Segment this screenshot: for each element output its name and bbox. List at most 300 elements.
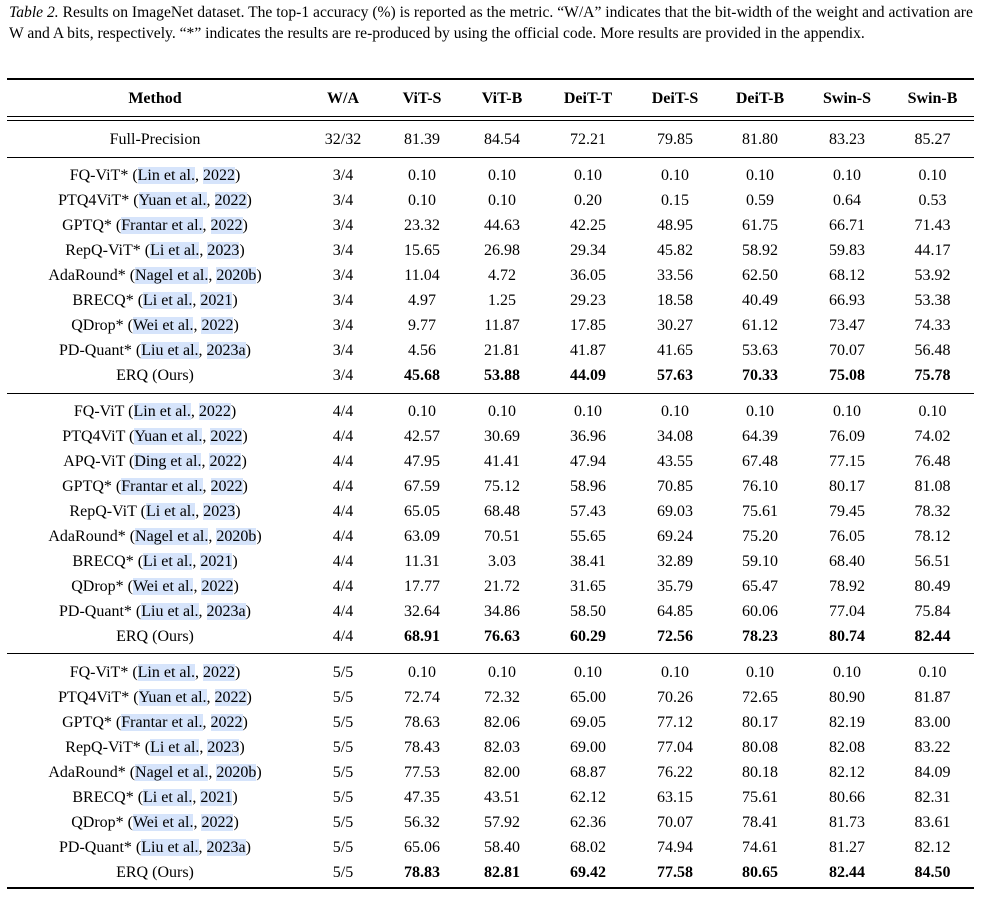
citation-comma: , [198,342,207,359]
method-cell [7,685,303,710]
value-cell: 42.25 [570,217,606,234]
value-cell: 62.50 [742,267,778,284]
method-cell [7,238,303,263]
value-cell: 82.31 [914,789,951,806]
value-cell: 34.86 [484,603,520,620]
citation-paren: ) [234,167,241,184]
value-cell: 78.63 [404,714,440,731]
value-cell: 43.51 [484,789,520,806]
method-name: QDrop* [71,814,124,831]
table-row [7,599,974,624]
value-cell: 81.80 [742,131,778,148]
value-cell: 77.53 [404,764,440,781]
citation-comma: , [194,664,203,681]
citation-paren: ( [125,453,135,470]
bitwidth-cell: 4/4 [332,603,354,620]
value-cell: 66.93 [829,292,865,309]
bitwidth-cell: 4/4 [332,503,354,520]
method-cell [7,785,303,810]
citation-year-link[interactable]: 2022 [202,664,235,681]
value-cell: 53.38 [914,292,951,309]
method-name: RepQ-ViT* [65,739,141,756]
value-cell: 18.58 [657,292,693,309]
value-cell: 82.12 [829,764,865,781]
citation-author-link[interactable]: Yuan et al. [138,689,207,706]
value-cell: 33.56 [657,267,693,284]
table-row [7,785,974,810]
value-cell: 67.59 [404,478,440,495]
table-row [7,288,974,313]
table-row [7,263,974,288]
bitwidth-cell: 3/4 [332,342,354,359]
citation-author-link[interactable]: Liu et al. [141,342,199,359]
method-name: APQ-ViT [63,453,126,470]
value-cell: 9.77 [408,317,436,334]
method-cell [7,424,303,449]
column-header: Swin-S [822,90,872,107]
top-rule [7,78,974,80]
citation-paren: ) [256,764,262,781]
value-cell: 74.61 [742,839,778,856]
value-cell: 0.59 [746,192,774,209]
value-cell: 78.23 [742,628,778,645]
citation-year-link[interactable]: 2023 [207,739,240,756]
bitwidth-cell: 5/5 [332,764,354,781]
value-cell: 0.53 [918,192,947,209]
citation-year-link[interactable]: 2021 [200,553,233,570]
value-cell: 56.32 [404,814,440,831]
value-cell: 0.10 [488,664,516,681]
value-cell: 38.41 [570,553,606,570]
value-cell: 65.06 [404,839,440,856]
value-cell: 81.08 [914,478,951,495]
method-name: PTQ4ViT [62,428,126,445]
citation-author-link[interactable]: Nagel et al. [135,764,209,781]
table-row [7,835,974,860]
citation-comma: , [202,217,211,234]
value-cell: 44.63 [484,217,520,234]
value-cell: 57.63 [657,367,693,384]
value-cell: 82.19 [829,714,865,731]
citation-author-link[interactable]: Lin et al. [133,403,191,420]
citation-author-link[interactable]: Li et al. [143,553,193,570]
citation-author-link[interactable]: Yuan et al. [134,428,203,445]
method-name: GPTQ* [62,217,112,234]
citation-year-link[interactable]: 2021 [200,789,233,806]
method-name: PD-Quant* [59,342,132,359]
bitwidth-cell: 4/4 [332,403,354,420]
method-name: QDrop* [71,578,124,595]
value-cell: 69.03 [657,503,693,520]
value-cell: 76.10 [742,478,778,495]
citation-author-link[interactable]: Frantar et al. [121,217,203,234]
value-cell: 26.98 [484,242,520,259]
citation-year-link[interactable]: 2021 [200,292,233,309]
bitwidth-cell: 5/5 [332,814,354,831]
table-row [7,760,974,785]
value-cell: 61.12 [742,317,778,334]
citation-year-link[interactable]: 2020b [216,528,257,545]
citation-author-link[interactable]: Wei et al. [132,317,194,334]
value-cell: 58.92 [742,242,778,259]
value-cell: 0.10 [833,403,861,420]
value-cell: 77.04 [657,739,693,756]
citation-paren: ( [123,578,133,595]
value-cell: 78.12 [914,528,951,545]
bottom-rule [7,887,974,889]
citation-year-link[interactable]: 2023 [207,242,240,259]
citation-year-link[interactable]: 2022 [210,217,243,234]
value-cell: 81.27 [829,839,865,856]
citation-comma: , [206,689,215,706]
citation-author-link[interactable]: Nagel et al. [135,267,209,284]
method-cell [7,735,303,760]
method-cell [7,213,303,238]
value-cell: 63.15 [657,789,693,806]
citation-year-link[interactable]: 2020b [216,764,257,781]
citation-comma: , [199,739,208,756]
bitwidth-cell: 3/4 [332,267,354,284]
value-cell: 74.94 [657,839,693,856]
value-cell: 0.64 [833,192,861,209]
citation-year-link[interactable]: 2023a [206,342,246,359]
bitwidth-cell: 5/5 [332,664,354,681]
method-name: BRECQ* [72,292,134,309]
value-cell: 76.05 [829,528,865,545]
value-cell: 72.65 [742,689,778,706]
value-cell: 78.32 [914,503,951,520]
citation-author-link[interactable]: Frantar et al. [121,714,203,731]
citation-year-link[interactable]: 2022 [214,689,247,706]
column-header: ViT-S [402,90,442,107]
citation-paren: ( [123,814,133,831]
method-name: ERQ (Ours) [116,628,194,645]
citation-author-link[interactable]: Li et al. [145,503,196,520]
value-cell: 0.10 [408,664,436,681]
citation-comma: , [192,789,201,806]
value-cell: 78.41 [742,814,778,831]
citation-author-link[interactable]: Ding et al. [134,453,202,470]
value-cell: 44.09 [570,367,606,384]
value-cell: 58.96 [570,478,606,495]
value-cell: 3.03 [488,553,516,570]
value-cell: 55.65 [570,528,606,545]
group-divider [7,393,974,394]
value-cell: 31.65 [570,578,606,595]
method-cell [7,660,303,685]
value-cell: 83.23 [829,131,865,148]
value-cell: 75.61 [742,789,778,806]
value-cell: 47.35 [404,789,440,806]
value-cell: 80.17 [742,714,778,731]
citation-year-link[interactable]: 2022 [209,453,242,470]
value-cell: 56.48 [914,342,951,359]
method-name: AdaRound* [48,267,126,284]
value-cell: 0.10 [833,664,861,681]
citation-paren: ) [232,553,238,570]
value-cell: 65.00 [570,689,606,706]
value-cell: 45.68 [404,367,440,384]
value-cell: 35.79 [657,578,693,595]
citation-paren: ( [128,664,138,681]
citation-paren: ( [133,553,144,570]
value-cell: 32.89 [657,553,693,570]
citation-paren: ( [123,317,133,334]
citation-year-link[interactable]: 2022 [202,167,235,184]
value-cell: 61.75 [742,217,778,234]
citation-author-link[interactable]: Yuan et al. [138,192,207,209]
citation-author-link[interactable]: Wei et al. [132,578,194,595]
caption-text: Results on ImageNet dataset. The top-1 accuracy (%) is reported as the metric. “W/A” indicates that the bit-width of the weight and activation are W and A bits, respectively. “*” indicates the results are re-produced by using the official code. More results are provided in the appendix. [9,4,973,42]
citation-year-link[interactable]: 2022 [201,814,234,831]
value-cell: 41.87 [570,342,606,359]
header-row [7,86,974,111]
value-cell: 0.15 [661,192,689,209]
table-row [7,860,974,885]
value-cell: 36.96 [570,428,606,445]
citation-paren: ) [242,478,248,495]
citation-paren: ( [129,689,139,706]
value-cell: 83.00 [914,714,951,731]
citation-paren: ) [239,739,245,756]
value-cell: 75.78 [914,367,951,384]
value-cell: 77.04 [829,603,865,620]
citation-author-link[interactable]: Li et al. [143,789,193,806]
method-cell [7,760,303,785]
full-precision-row [7,127,974,152]
citation-paren: ) [256,267,262,284]
citation-author-link[interactable]: Liu et al. [141,603,199,620]
value-cell: 0.10 [918,167,947,184]
method-name: PD-Quant* [59,839,132,856]
citation-paren: ( [111,714,122,731]
citation-comma: , [208,764,217,781]
bitwidth-cell: 3/4 [332,367,354,384]
value-cell: 82.08 [829,739,865,756]
method-name: PTQ4ViT* [58,689,130,706]
value-cell: 72.32 [484,689,520,706]
citation-comma: , [208,528,217,545]
citation-comma: , [195,503,204,520]
citation-year-link[interactable]: 2023a [206,603,246,620]
value-cell: 0.10 [408,167,436,184]
value-cell: 0.10 [746,664,774,681]
method-name: FQ-ViT [73,403,125,420]
value-cell: 43.55 [657,453,693,470]
citation-author-link[interactable]: Li et al. [150,242,200,259]
bitwidth-cell: 4/4 [332,628,354,645]
citation-paren: ) [233,814,239,831]
value-cell: 60.29 [570,628,606,645]
value-cell: 1.25 [488,292,516,309]
value-cell: 47.94 [570,453,606,470]
bitwidth-cell: 4/4 [332,453,354,470]
value-cell: 30.27 [657,317,693,334]
table-row [7,810,974,835]
citation-paren: ( [140,242,151,259]
value-cell: 82.44 [829,864,865,881]
citation-year-link[interactable]: 2022 [201,317,234,334]
value-cell: 65.05 [404,503,440,520]
method-name: ERQ (Ours) [116,864,194,881]
citation-author-link[interactable]: Lin et al. [137,664,195,681]
value-cell: 69.24 [657,528,693,545]
citation-year-link[interactable]: 2022 [210,428,243,445]
value-cell: 17.85 [570,317,606,334]
value-cell: 81.39 [404,131,440,148]
method-name: PTQ4ViT* [58,192,130,209]
bitwidth-cell: 32/32 [324,131,362,148]
value-cell: 73.47 [829,317,865,334]
citation-author-link[interactable]: Frantar et al. [121,478,203,495]
value-cell: 0.10 [574,664,602,681]
table-row [7,685,974,710]
value-cell: 68.12 [829,267,865,284]
bitwidth-cell: 5/5 [332,714,354,731]
citation-paren: ) [256,528,262,545]
citation-year-link[interactable]: 2022 [210,478,243,495]
citation-paren: ) [245,603,251,620]
citation-comma: , [201,453,210,470]
value-cell: 62.12 [570,789,606,806]
citation-paren: ) [241,453,247,470]
citation-paren: ( [125,528,136,545]
citation-year-link[interactable]: 2020b [216,267,257,284]
table-row [7,499,974,524]
value-cell: 83.22 [914,739,951,756]
value-cell: 0.10 [488,167,516,184]
column-header: W/A [327,90,359,107]
value-cell: 0.10 [661,167,689,184]
value-cell: 68.87 [570,764,606,781]
citation-year-link[interactable]: 2022 [210,714,243,731]
value-cell: 82.81 [484,864,520,881]
value-cell: 72.21 [570,131,606,148]
table-row [7,338,974,363]
citation-paren: ) [242,428,248,445]
citation-comma: , [194,167,203,184]
citation-author-link[interactable]: Lin et al. [137,167,195,184]
citation-year-link[interactable]: 2022 [201,578,234,595]
group-divider [7,653,974,654]
value-cell: 79.85 [657,131,693,148]
value-cell: 57.92 [484,814,520,831]
citation-year-link[interactable]: 2023a [206,839,246,856]
method-cell [7,399,303,424]
table-row [7,188,974,213]
value-cell: 23.32 [404,217,440,234]
value-cell: 75.20 [742,528,778,545]
citation-paren: ) [233,578,239,595]
method-cell: Full-Precision [109,131,201,148]
value-cell: 80.66 [829,789,865,806]
value-cell: 0.10 [918,664,947,681]
citation-author-link[interactable]: Liu et al. [141,839,199,856]
value-cell: 53.88 [484,367,520,384]
value-cell: 29.34 [570,242,606,259]
citation-paren: ( [129,192,139,209]
value-cell: 76.09 [829,428,865,445]
citation-comma: , [192,292,201,309]
citation-comma: , [198,603,207,620]
citation-paren: ( [124,403,134,420]
value-cell: 82.03 [484,739,520,756]
value-cell: 85.27 [914,131,951,148]
value-cell: 0.10 [408,403,436,420]
bitwidth-cell: 4/4 [332,478,354,495]
value-cell: 58.40 [484,839,520,856]
method-cell [7,449,303,474]
value-cell: 77.58 [657,864,693,881]
method-cell [7,549,303,574]
method-name: BRECQ* [72,789,134,806]
value-cell: 0.10 [661,403,689,420]
value-cell: 68.48 [484,503,520,520]
value-cell: 66.71 [829,217,865,234]
column-header: DeiT-S [651,90,699,107]
method-cell [7,338,303,363]
table-row [7,449,974,474]
citation-author-link[interactable]: Li et al. [150,739,200,756]
value-cell: 29.23 [570,292,606,309]
citation-comma: , [192,553,201,570]
citation-year-link[interactable]: 2022 [214,192,247,209]
value-cell: 45.82 [657,242,693,259]
method-name: GPTQ* [62,714,112,731]
value-cell: 21.81 [484,342,520,359]
value-cell: 84.09 [914,764,951,781]
method-name: FQ-ViT* [69,167,129,184]
value-cell: 69.42 [570,864,606,881]
value-cell: 80.08 [742,739,778,756]
value-cell: 60.06 [742,603,778,620]
value-cell: 78.83 [404,864,440,881]
method-cell [7,313,303,338]
value-cell: 0.20 [574,192,602,209]
column-header: DeiT-T [563,90,613,107]
value-cell: 41.65 [657,342,693,359]
value-cell: 42.57 [404,428,440,445]
citation-author-link[interactable]: Li et al. [143,292,193,309]
citation-paren: ) [246,192,252,209]
citation-year-link[interactable]: 2022 [198,403,231,420]
bitwidth-cell: 3/4 [332,242,354,259]
method-cell [7,835,303,860]
citation-paren: ( [140,739,151,756]
table-row [7,624,974,649]
citation-paren: ( [133,292,144,309]
citation-author-link[interactable]: Wei et al. [132,814,194,831]
value-cell: 4.56 [408,342,436,359]
table-row [7,549,974,574]
value-cell: 15.65 [404,242,440,259]
value-cell: 68.02 [570,839,606,856]
citation-paren: ( [131,342,142,359]
value-cell: 84.50 [914,864,951,881]
citation-paren: ( [111,478,122,495]
bitwidth-cell: 3/4 [332,217,354,234]
citation-comma: , [193,814,202,831]
citation-author-link[interactable]: Nagel et al. [135,528,209,545]
value-cell: 72.56 [657,628,693,645]
value-cell: 62.36 [570,814,606,831]
table-row [7,474,974,499]
citation-paren: ) [245,342,251,359]
table-row [7,313,974,338]
citation-year-link[interactable]: 2023 [203,503,236,520]
citation-paren: ( [133,789,144,806]
citation-comma: , [202,428,211,445]
